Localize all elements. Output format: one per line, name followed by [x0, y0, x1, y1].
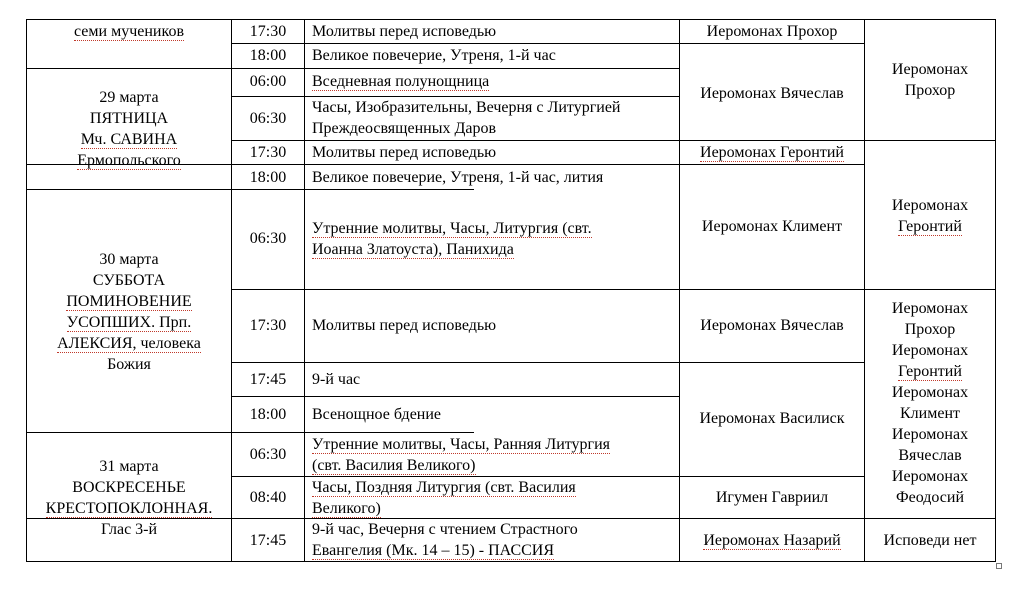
- table-rule: [231, 19, 232, 562]
- day-cell-28: [27, 21, 231, 42]
- day-date: 31 марта: [99, 458, 159, 475]
- table-rule: [26, 561, 996, 562]
- day-date: 29 марта: [99, 89, 159, 106]
- time-cell: 08:40: [249, 489, 287, 506]
- day-weekday: ПЯТНИЦА: [89, 110, 169, 127]
- day-saint: Мч. САВИНА: [80, 131, 178, 148]
- confessor-cell: Иеромонах Геронтий: [891, 197, 969, 235]
- day-weekday: СУББОТА: [92, 272, 166, 289]
- time-cell: 06:00: [249, 73, 287, 90]
- table-rule: [231, 43, 864, 44]
- time-cell: 17:45: [249, 371, 287, 388]
- service-cell: Молитвы перед исповедью: [312, 23, 497, 40]
- time-cell: 17:30: [249, 23, 287, 40]
- day-feast: АЛЕКСИЯ, человека: [57, 335, 201, 352]
- table-rule: [995, 19, 996, 562]
- service-cell: Великое повечерие, Утреня, 1-й час: [312, 47, 556, 64]
- time-cell: 17:30: [249, 317, 287, 334]
- table-rule: [26, 68, 679, 69]
- service-cell: Великое повечерие, Утреня, 1-й час, лития: [312, 169, 604, 186]
- day-saint: Ермопольского: [77, 152, 181, 169]
- table-rule: [26, 432, 474, 433]
- day-tone: Глас 3-й: [100, 521, 158, 538]
- confessor-cell: Исповеди нет: [883, 532, 977, 549]
- day-date: 30 марта: [99, 251, 159, 268]
- day-cell-30: [27, 249, 231, 375]
- table-rule: [231, 140, 996, 141]
- celebrant-cell: Иеромонах Вячеслав: [700, 85, 844, 102]
- service-cell: 9-й час, Вечерня с чтением Страстного Евангелия (Мк. 14 – 15) - ПАССИЯ: [312, 521, 578, 559]
- service-cell: Молитвы перед исповедью: [312, 317, 497, 334]
- celebrant-cell: Иеромонах Климент: [701, 218, 843, 235]
- service-cell: Молитвы перед исповедью: [312, 144, 497, 161]
- day-cell-31: [27, 456, 231, 540]
- celebrant-cell: Иеромонах Назарий: [703, 532, 841, 549]
- time-cell: 17:30: [249, 144, 287, 161]
- day-feast: КРЕСТОПОКЛОННАЯ.: [45, 500, 213, 517]
- time-cell: 18:00: [249, 47, 287, 64]
- confessor-cell: Иеромонах Прохор: [891, 61, 969, 99]
- service-cell: Часы, Изобразительны, Вечерня с Литургией Преждеосвященных Даров: [312, 99, 621, 137]
- time-cell: 18:00: [249, 169, 287, 186]
- time-cell: 17:45: [249, 532, 287, 549]
- time-cell: 06:30: [249, 446, 287, 463]
- service-cell: Вседневная полунощница: [312, 73, 490, 90]
- service-cell: Часы, Поздняя Литургия (свт. Василия Великого): [312, 479, 576, 517]
- day-cell-29: [27, 87, 231, 171]
- table-rule: [231, 289, 996, 290]
- table-rule: [304, 19, 305, 562]
- table-rule: [26, 189, 474, 190]
- celebrant-cell: Иеромонах Вячеслав: [700, 317, 844, 334]
- celebrant-cell: Иеромонах Василиск: [699, 410, 845, 427]
- table-rule: [26, 19, 996, 20]
- celebrant-cell: Иеромонах Прохор: [706, 23, 838, 40]
- service-cell: Всенощное бдение: [312, 406, 442, 423]
- time-cell: 18:00: [249, 406, 287, 423]
- service-cell: Утренние молитвы, Часы, Литургия (свт. Иоанна Златоуста), Панихида: [312, 220, 592, 258]
- service-cell: 9-й час: [312, 371, 361, 388]
- day-feast: ПОМИНОВЕНИЕ: [66, 293, 192, 310]
- day-feast: Божия: [107, 356, 151, 373]
- time-cell: 06:30: [249, 230, 287, 247]
- service-cell: Утренние молитвы, Часы, Ранняя Литургия (свт. Василия Великого): [312, 436, 611, 474]
- day-weekday: ВОСКРЕСЕНЬЕ: [72, 479, 186, 496]
- time-cell: 06:30: [249, 110, 287, 127]
- celebrant-cell: Иеромонах Геронтий: [700, 144, 844, 161]
- day-feast: УСОПШИХ. Прп.: [66, 314, 192, 331]
- table-resize-handle[interactable]: [996, 563, 1002, 569]
- confessor-cell: Иеромонах Прохор Иеромонах Геронтий Иеромонах Климент Иеромонах Вячеслав Иеромонах Феодосий: [891, 300, 969, 506]
- celebrant-cell: Игумен Гавриил: [715, 489, 829, 506]
- day-line: семи мучеников: [74, 23, 184, 40]
- table-rule: [231, 396, 679, 397]
- table-rule: [231, 362, 864, 363]
